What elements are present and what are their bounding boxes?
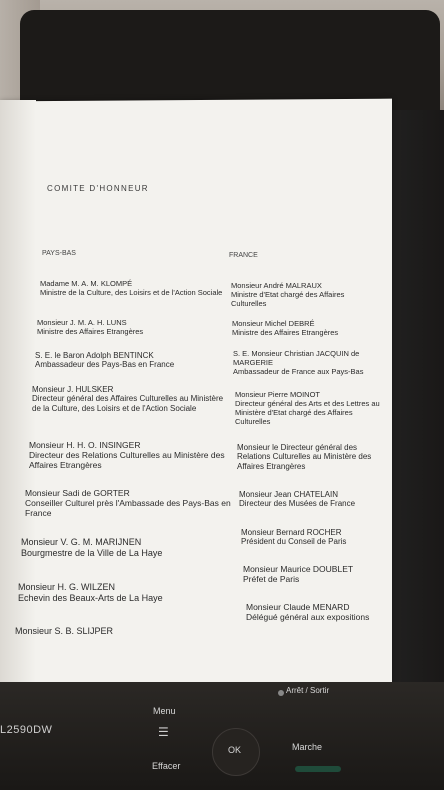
- entry-role: Bourgmestre de la Ville de La Haye: [21, 547, 163, 558]
- entry-name: Monsieur Pierre MOINOT: [235, 390, 321, 399]
- entry-right-1: [231, 282, 381, 309]
- entry-role: Directeur des Relations Culturelles au Ministère des Affaires Etrangères: [29, 450, 225, 471]
- entry-name: Madame M. A. M. KLOMPÉ: [40, 279, 133, 288]
- document-title: COMITE D'HONNEUR: [47, 184, 149, 193]
- erase-label: Effacer: [152, 761, 181, 771]
- entry-left-3: [35, 351, 230, 370]
- entry-role: Ministre de la Culture, des Loisirs et de l'Action Sociale: [40, 287, 223, 297]
- right-column-heading: FRANCE: [229, 252, 258, 259]
- entry-name: Monsieur J. M. A. H. LUNS: [37, 318, 127, 327]
- entry-left-1: [40, 280, 225, 298]
- entry-name: Monsieur V. G. M. MARIJNEN: [21, 537, 142, 547]
- entry-role: Conseiller Culturel près l'Ambassade des Pays-Bas en France: [25, 498, 231, 519]
- entry-right-8: [243, 564, 391, 584]
- entry-name: Monsieur S. B. SLIJPER: [15, 626, 114, 636]
- entry-role: Echevin des Beaux-Arts de La Haye: [18, 592, 163, 603]
- printer-model-label: L2590DW: [0, 724, 53, 736]
- entry-role: Président du Conseil de Paris: [241, 537, 347, 547]
- entry-name: S. E. Monsieur Christian JACQUIN de MARGERIE: [233, 349, 360, 367]
- entry-left-8: [18, 582, 228, 603]
- entry-role: Directeur général des Affaires Culturelles au Ministère de la Culture, des Loisirs et de l'Action Sociale: [32, 394, 224, 413]
- entry-name: Monsieur H. G. WILZEN: [18, 582, 116, 592]
- entry-name: Monsieur Maurice DOUBLET: [243, 564, 354, 574]
- entry-name: Monsieur Bernard ROCHER: [241, 528, 342, 537]
- entry-role: Ministre des Affaires Etrangères: [232, 327, 339, 337]
- entry-right-6: [239, 490, 387, 509]
- menu-label: Menu: [153, 706, 176, 716]
- entry-role: Délégué général aux expositions: [246, 612, 370, 623]
- entry-right-7: [241, 528, 389, 547]
- entry-name: Monsieur H. H. O. INSINGER: [29, 440, 141, 450]
- entry-role: Directeur général des Arts et des Lettres au Ministère d'Etat chargé des Affaires Culturelles: [235, 398, 380, 426]
- entry-right-2: [232, 320, 382, 338]
- entry-left-2: [37, 319, 227, 337]
- entry-name: Monsieur André MALRAUX: [231, 281, 322, 290]
- entry-right-3: [233, 350, 383, 377]
- entry-right-4: [235, 391, 385, 426]
- power-label: Arrêt / Sortir: [286, 686, 330, 695]
- entry-name: Monsieur Claude MENARD: [246, 602, 350, 612]
- entry-right-9: [246, 602, 394, 622]
- entry-left-9: [15, 626, 225, 637]
- entry-role: Ambassadeur de France aux Pays-Bas: [233, 366, 364, 376]
- entry-right-5: [237, 443, 385, 471]
- entry-role: Ministre d'Etat chargé des Affaires Culturelles: [231, 289, 345, 308]
- ok-label: OK: [228, 745, 242, 755]
- entry-left-5: [29, 440, 234, 470]
- left-column-heading: PAYS-BAS: [42, 250, 76, 257]
- entry-name: Monsieur J. HULSKER: [32, 385, 114, 394]
- entry-role: Directeur des Musées de France: [239, 499, 356, 509]
- entry-role: Ambassadeur des Pays-Bas en France: [35, 360, 175, 370]
- entry-name: Monsieur Jean CHATELAIN: [239, 490, 338, 499]
- menu-icon[interactable]: ☰: [158, 725, 169, 739]
- entry-left-7: [21, 537, 226, 558]
- entry-role: Ministre des Affaires Etrangères: [37, 326, 144, 336]
- start-button[interactable]: [295, 766, 341, 772]
- entry-role: Préfet de Paris: [243, 574, 300, 585]
- entry-left-4: [32, 385, 227, 413]
- entry-name: Monsieur Sadi de GORTER: [25, 488, 130, 498]
- entry-name: Monsieur le Directeur général des Relations Culturelles au Ministère des Affaires Etrangères: [237, 443, 372, 471]
- entry-left-6: [25, 488, 235, 518]
- entry-name: S. E. le Baron Adolph BENTINCK: [35, 351, 154, 360]
- power-icon: [278, 690, 284, 696]
- start-label: Marche: [292, 742, 323, 752]
- entry-name: Monsieur Michel DEBRÉ: [232, 319, 315, 328]
